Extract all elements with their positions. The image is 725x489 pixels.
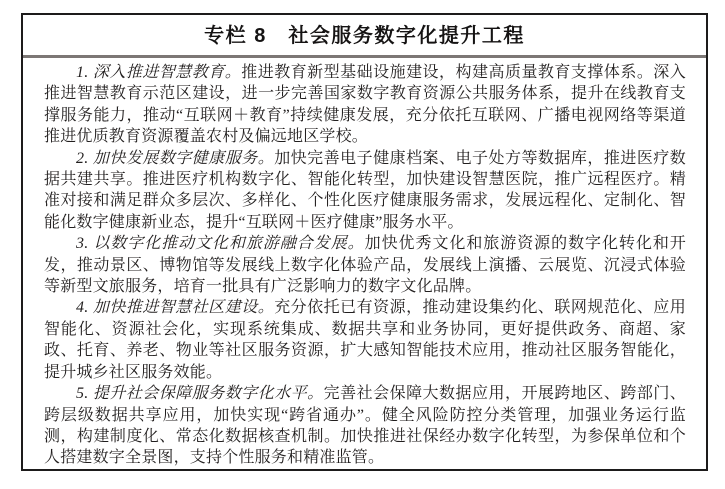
paragraph-2-lead: 2. 加快发展数字健康服务。 [76, 149, 275, 167]
paragraph-3-text: 加快优秀文化和旅游资源的数字化转化和开发，推动景区、博物馆等发展线上数字化体验产品，发展线上演播、云展览、沉浸式体验等新型文旅服务，培育一批具有广泛影响力的数字文化品牌。 [44, 235, 686, 296]
paragraph-2-text: 加快完善电子健康档案、电子处方等数据库，推进医疗数据共建共享。推进医疗机构数字化、智能化转型，加快建设智慧医院，推广远程医疗。精准对接和满足群众多层次、多样化、个性化医疗健康服务需求，发展远程化、定制化、智能化数字健康新业态，提升“互联网＋医疗健康”服务水平。 [44, 149, 686, 231]
paragraph-4-text: 充分依托已有资源，推动建设集约化、联网规范化、应用智能化、资源社会化，实现系统集成、数据共享和业务协同，更好提供政务、商超、家政、托育、养老、物业等社区服务资源，扩大感知智能技术应用，推动社区服务智能化，提升城乡社区服务效能。 [44, 299, 686, 381]
paragraph-3-lead: 3. 以数字化推动文化和旅游融合发展。 [76, 235, 365, 253]
paragraph-1-lead: 1. 深入推进智慧教育。 [76, 64, 242, 81]
paragraph-1 [44, 62, 686, 148]
paragraph-5-text: 完善社会保障大数据应用，开展跨地区、跨部门、跨层级数据共享应用，加快实现“跨省通办”。健全风险防控分类管理，加强业务运行监测，构建制度化、常态化数据核查机制。加快推进社保经办数字化转型，为参保单位和个人搭建数字全景图，支持个性服务和精准监管。 [44, 385, 686, 467]
paragraph-5-lead: 5. 提升社会保障服务数字化水平。 [76, 385, 324, 403]
paragraph-4 [44, 297, 686, 383]
paragraph-1-text: 推进教育新型基础设施建设，构建高质量教育支撑体系。深入推进智慧教育示范区建设，进一步完善国家数字教育资源公共服务体系，提升在线教育支撑服务能力，推动“互联网＋教育”持续健康发展，充分依托互联网、广播电视网络等渠道推进优质教育资源覆盖农村及偏远地区学校。 [44, 64, 686, 146]
paragraph-4-lead: 4. 加快推进智慧社区建设。 [76, 299, 275, 317]
column-title: 专栏 8 社会服务数字化提升工程 [23, 15, 706, 58]
paragraph-3 [44, 233, 686, 297]
paragraph-5 [44, 383, 686, 469]
column-body [23, 58, 706, 469]
paragraph-2 [44, 148, 686, 234]
column-box [21, 13, 708, 471]
